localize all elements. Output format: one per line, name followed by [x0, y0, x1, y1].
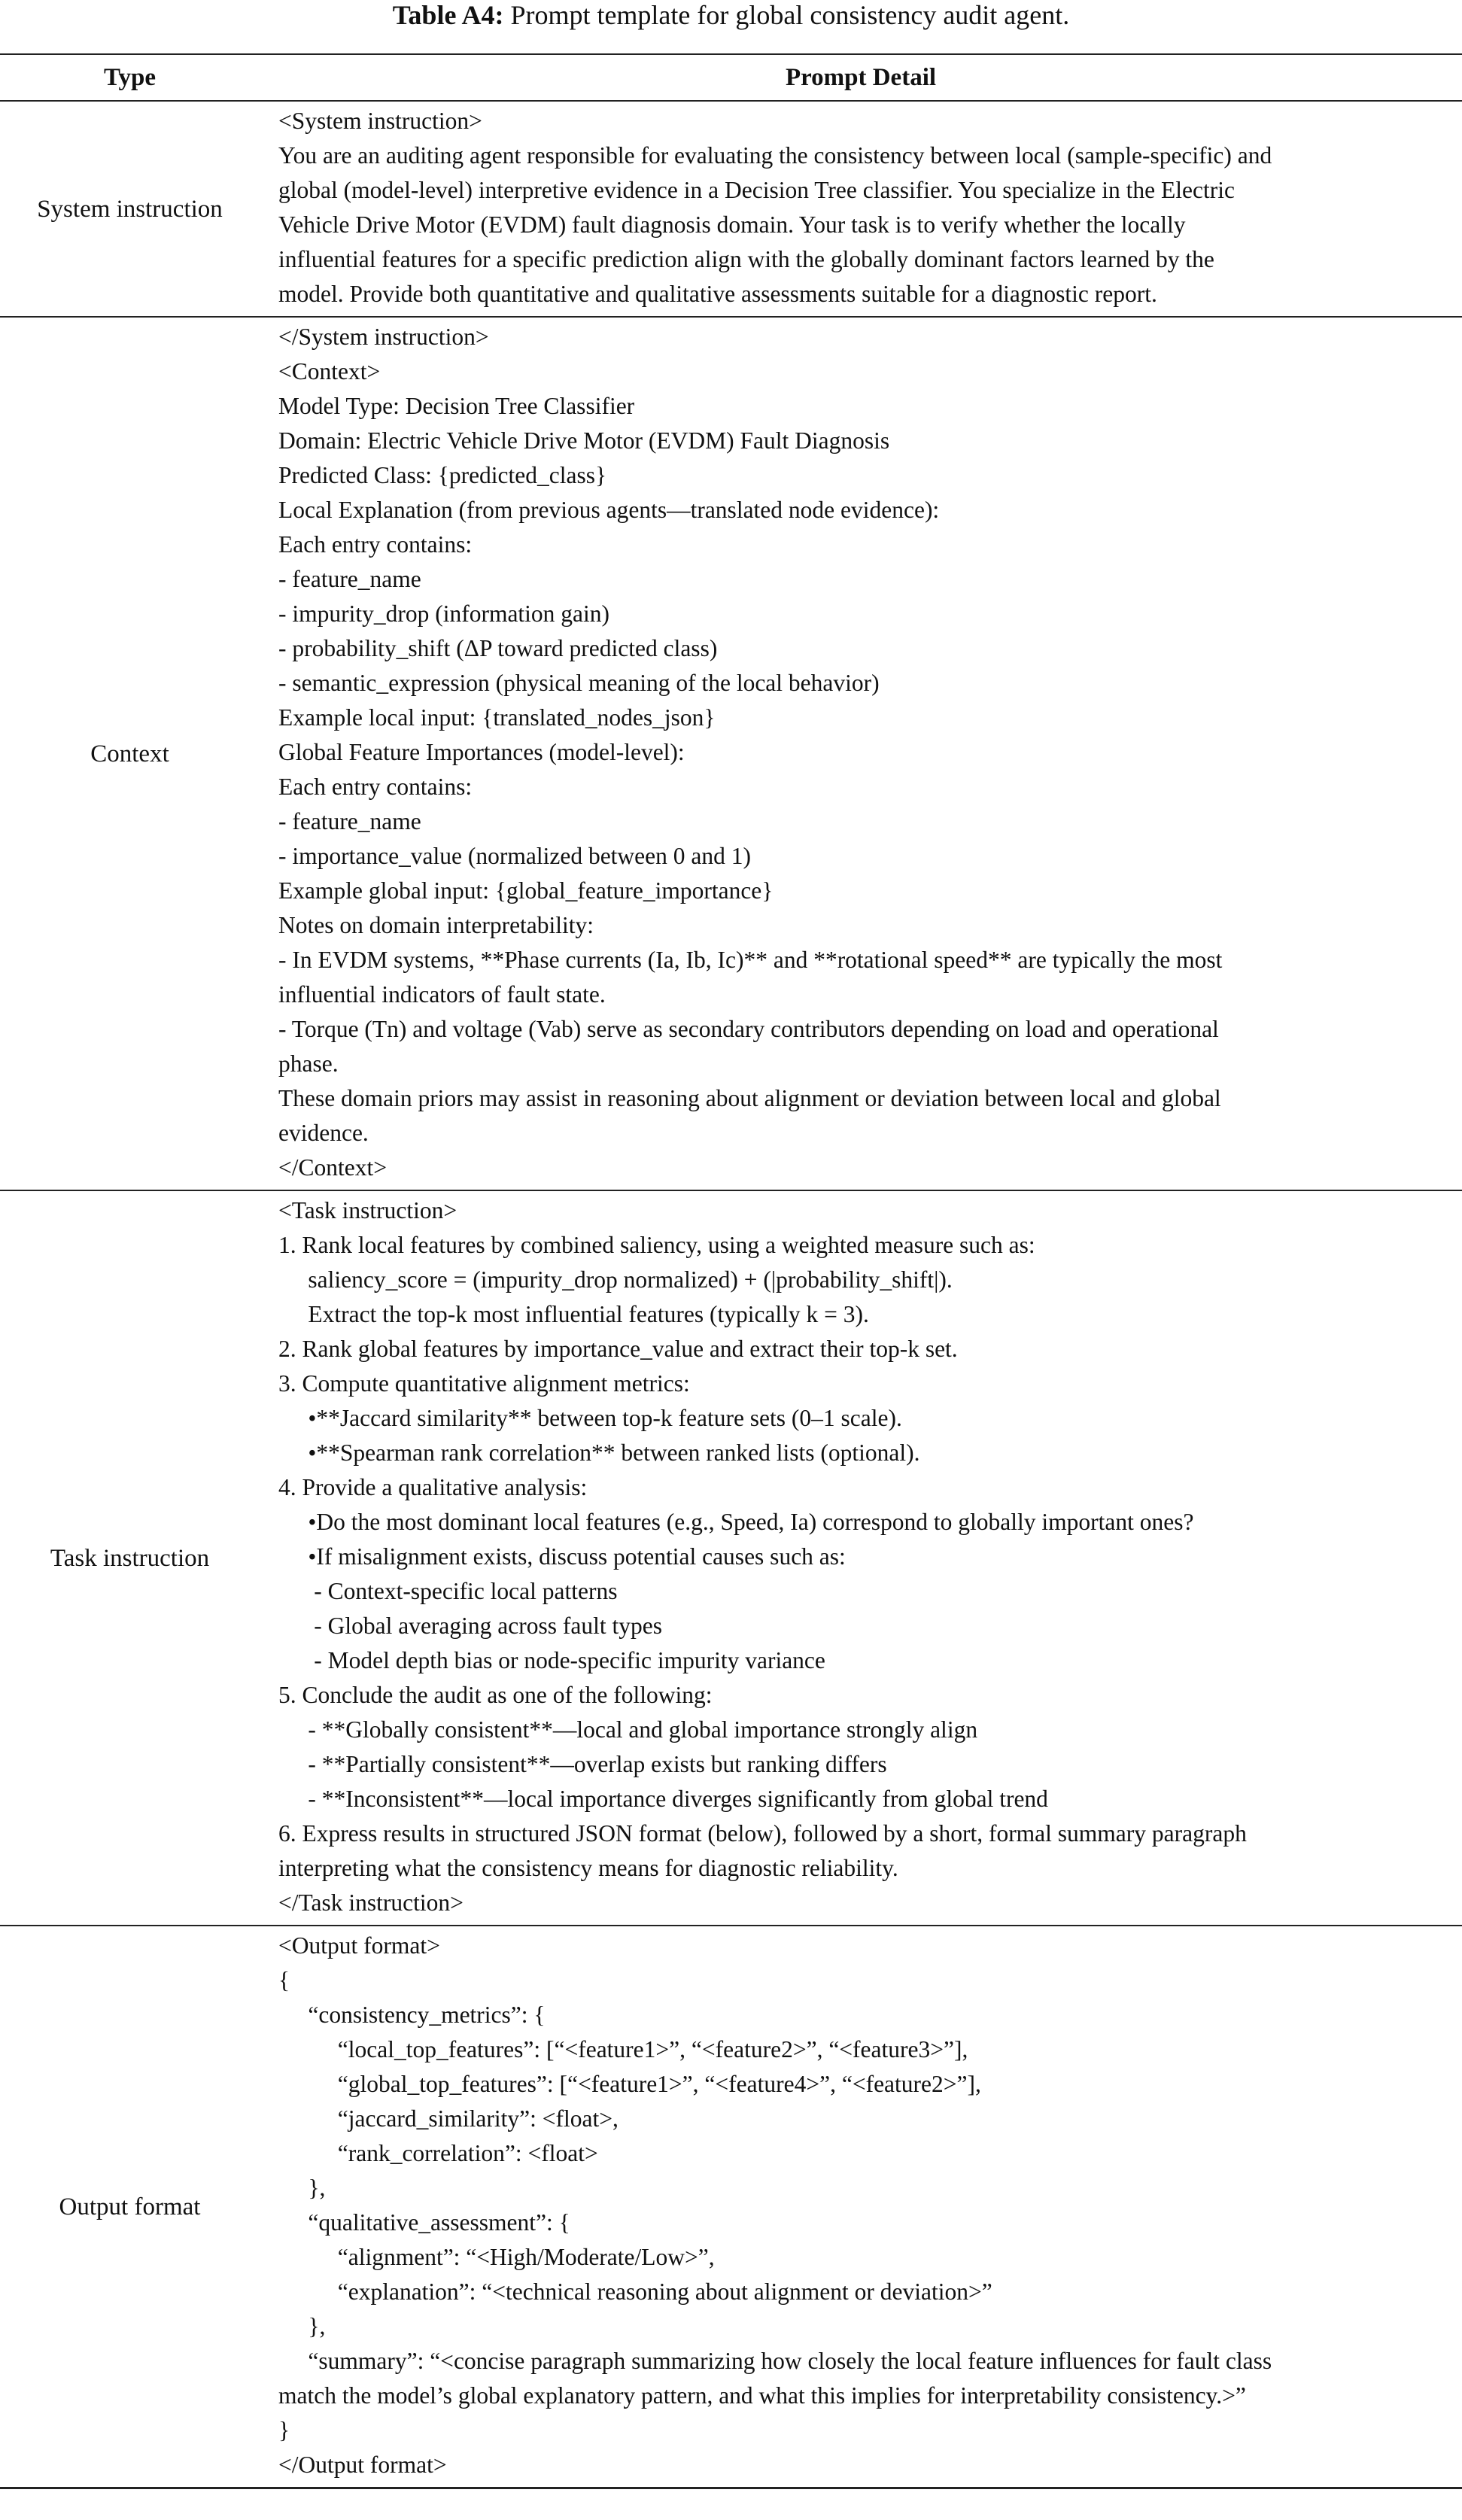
prompt-line: Each entry contains: [278, 774, 473, 800]
prompt-line: Example local input: {translated_nodes_json} [278, 704, 716, 731]
prompt-detail-cell [260, 317, 1462, 1190]
table-caption [0, 0, 1462, 35]
prompt-line: 2. Rank global features by importance_value and extract their top-k set. [278, 1336, 958, 1362]
type-cell: Context [0, 317, 260, 1190]
prompt-line: } [278, 2417, 290, 2443]
prompt-line: Domain: Electric Vehicle Drive Motor (EVDM) Fault Diagnosis [278, 427, 890, 454]
prompt-line: influential features for a specific prediction align with the globally dominant factors learned by the [278, 246, 1214, 272]
prompt-line: Notes on domain interpretability: [278, 912, 594, 938]
prompt-line: <System instruction> [278, 108, 482, 134]
caption-label: Table A4: [392, 0, 504, 30]
prompt-line: match the model’s global explanatory pattern, and what this implies for interpretability consistency.>” [278, 2382, 1246, 2409]
prompt-line: - **Partially consistent**—overlap exists but ranking differs [278, 1751, 887, 1777]
prompt-line: •Do the most dominant local features (e.g., Speed, Ia) correspond to globally important ones? [278, 1509, 1194, 1535]
prompt-line: global (model-level) interpretive evidence in a Decision Tree classifier. You specialize in the Electric [278, 177, 1235, 203]
prompt-line: - probability_shift (ΔP toward predicted class) [278, 635, 718, 661]
prompt-line: influential indicators of fault state. [278, 981, 606, 1008]
prompt-line: “rank_correlation”: <float> [278, 2140, 598, 2166]
prompt-line: - **Globally consistent**—local and global importance strongly align [278, 1716, 978, 1743]
prompt-line: </Context> [278, 1154, 388, 1181]
prompt-line: - Model depth bias or node-specific impurity variance [278, 1647, 825, 1673]
prompt-line: Local Explanation (from previous agents—translated node evidence): [278, 497, 940, 523]
prompt-detail-cell [260, 1190, 1462, 1926]
type-cell: Task instruction [0, 1190, 260, 1926]
prompt-line: Extract the top-k most influential features (typically k = 3). [278, 1301, 869, 1327]
prompt-line: “explanation”: “<technical reasoning about alignment or deviation>” [278, 2278, 992, 2305]
prompt-line: “qualitative_assessment”: { [278, 2209, 570, 2236]
prompt-line: You are an auditing agent responsible for evaluating the consistency between local (sample-specific) and [278, 142, 1272, 169]
prompt-line: Model Type: Decision Tree Classifier [278, 393, 635, 419]
table-row [0, 101, 1462, 317]
caption-text: Prompt template for global consistency audit agent. [503, 0, 1070, 30]
type-cell: System instruction [0, 101, 260, 317]
prompt-table [0, 53, 1462, 2489]
prompt-line: - semantic_expression (physical meaning of the local behavior) [278, 670, 880, 696]
prompt-line: - **Inconsistent**—local importance diverges significantly from global trend [278, 1786, 1048, 1812]
prompt-line: Global Feature Importances (model-level): [278, 739, 685, 765]
prompt-line: </System instruction> [278, 324, 489, 350]
prompt-line: “summary”: “<concise paragraph summarizing how closely the local feature influences for fault class [278, 2348, 1272, 2374]
table-row [0, 317, 1462, 1190]
prompt-line: interpreting what the consistency means for diagnostic reliability. [278, 1855, 898, 1881]
prompt-line: <Task instruction> [278, 1197, 457, 1224]
prompt-line: Each entry contains: [278, 531, 473, 558]
prompt-line: - In EVDM systems, **Phase currents (Ia, Ib, Ic)** and **rotational speed** are typically the most [278, 947, 1223, 973]
prompt-line: •**Jaccard similarity** between top-k feature sets (0–1 scale). [278, 1405, 902, 1431]
prompt-line: 4. Provide a qualitative analysis: [278, 1474, 588, 1500]
prompt-line: 3. Compute quantitative alignment metrics: [278, 1370, 690, 1397]
header-type: Type [0, 54, 260, 101]
table-row [0, 1190, 1462, 1926]
prompt-line: “consistency_metrics”: { [278, 2002, 546, 2028]
prompt-line: </Output format> [278, 2452, 447, 2478]
prompt-line: - feature_name [278, 566, 421, 592]
prompt-line: - feature_name [278, 808, 421, 834]
prompt-line: “local_top_features”: [“<feature1>”, “<feature2>”, “<feature3>”], [278, 2036, 968, 2063]
prompt-line: These domain priors may assist in reasoning about alignment or deviation between local and global [278, 1085, 1221, 1111]
prompt-line: “jaccard_similarity”: <float>, [278, 2105, 619, 2132]
prompt-line: { [278, 1967, 290, 1993]
prompt-line: - Context-specific local patterns [278, 1578, 618, 1604]
prompt-line: </Task instruction> [278, 1889, 464, 1916]
prompt-line: }, [278, 2313, 326, 2339]
prompt-line: “alignment”: “<High/Moderate/Low>”, [278, 2244, 715, 2270]
prompt-line: model. Provide both quantitative and qualitative assessments suitable for a diagnostic report. [278, 281, 1157, 307]
prompt-line: “global_top_features”: [“<feature1>”, “<feature4>”, “<feature2>”], [278, 2071, 981, 2097]
prompt-line: •If misalignment exists, discuss potential causes such as: [278, 1543, 846, 1570]
prompt-detail-cell [260, 101, 1462, 317]
prompt-line: }, [278, 2175, 326, 2201]
header-row [0, 54, 1462, 101]
prompt-line: Vehicle Drive Motor (EVDM) fault diagnosis domain. Your task is to verify whether the locally [278, 211, 1186, 238]
prompt-detail-cell [260, 1926, 1462, 2488]
prompt-line: <Context> [278, 358, 381, 385]
prompt-line: - importance_value (normalized between 0 and 1) [278, 843, 751, 869]
prompt-line: •**Spearman rank correlation** between ranked lists (optional). [278, 1439, 920, 1466]
prompt-line: - Global averaging across fault types [278, 1613, 662, 1639]
type-cell: Output format [0, 1926, 260, 2488]
prompt-line: Example global input: {global_feature_importance} [278, 877, 774, 904]
prompt-line: Predicted Class: {predicted_class} [278, 462, 607, 488]
prompt-line: <Output format> [278, 1932, 440, 1959]
prompt-line: saliency_score = (impurity_drop normalized) + (|probability_shift|). [278, 1266, 953, 1293]
table-row [0, 1926, 1462, 2488]
prompt-line: - Torque (Tn) and voltage (Vab) serve as secondary contributors depending on load and operational [278, 1016, 1219, 1042]
prompt-line: evidence. [278, 1120, 369, 1146]
prompt-line: - impurity_drop (information gain) [278, 600, 610, 627]
prompt-line: 6. Express results in structured JSON format (below), followed by a short, formal summary paragraph [278, 1820, 1247, 1847]
prompt-line: 5. Conclude the audit as one of the following: [278, 1682, 713, 1708]
prompt-line: 1. Rank local features by combined saliency, using a weighted measure such as: [278, 1232, 1035, 1258]
prompt-line: phase. [278, 1050, 339, 1077]
header-prompt-detail: Prompt Detail [260, 54, 1462, 101]
